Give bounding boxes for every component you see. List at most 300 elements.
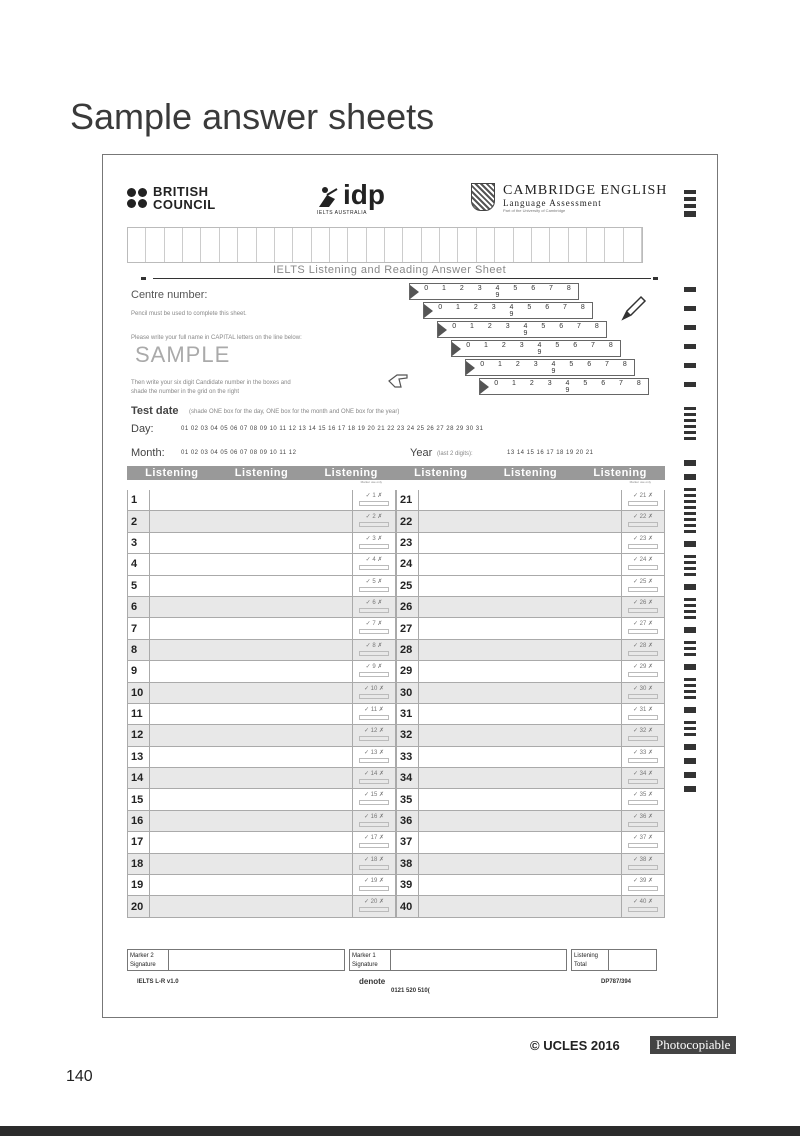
tick-icon: ✓	[632, 878, 638, 885]
marker2-signature-box[interactable]	[127, 949, 345, 971]
marker-question-number: 1	[372, 493, 376, 499]
marker-box[interactable]	[621, 554, 665, 574]
cross-icon: ✗	[379, 728, 385, 735]
answer-field[interactable]	[418, 511, 621, 531]
answer-row[interactable]	[127, 490, 396, 511]
candidate-digit-row-4[interactable]	[451, 340, 621, 357]
marker-question-number: 34	[639, 771, 647, 778]
marker-box[interactable]	[352, 875, 396, 895]
listening-header-label: Listening	[414, 467, 468, 479]
cross-icon: ✗	[379, 835, 385, 842]
marker-question-number: 4	[372, 557, 376, 564]
answer-field[interactable]	[418, 896, 621, 916]
page-number: 140	[66, 1068, 93, 1085]
tick-icon: ✓	[632, 685, 638, 692]
marker-checkbox[interactable]	[359, 651, 389, 656]
marker1-signature-box[interactable]	[349, 949, 567, 971]
year-note: (last 2 digits):	[437, 451, 473, 457]
candidate-digit-row-6[interactable]	[479, 378, 649, 395]
marker-checkbox[interactable]	[359, 907, 389, 912]
answer-row[interactable]	[396, 597, 665, 618]
marker-question-number: 39	[639, 878, 647, 885]
marker-box[interactable]	[621, 618, 665, 638]
tick-icon: ✓	[632, 578, 638, 585]
tick-icon: ✓	[365, 514, 371, 521]
pencil-note: Pencil must be used to complete this sheet.	[131, 311, 247, 317]
marker-box[interactable]	[621, 811, 665, 831]
answer-field[interactable]	[149, 554, 352, 574]
tick-icon: ✓	[632, 749, 638, 756]
answer-field[interactable]	[149, 533, 352, 553]
marker-checkbox[interactable]	[628, 501, 658, 506]
answer-field[interactable]	[418, 704, 621, 724]
cross-icon: ✗	[648, 557, 654, 564]
answer-field[interactable]	[149, 725, 352, 745]
answer-field[interactable]	[418, 875, 621, 895]
arrow-icon	[424, 304, 433, 318]
marker-question-number: 31	[639, 706, 647, 713]
idp-figure-icon	[317, 185, 341, 209]
answer-field[interactable]	[418, 768, 621, 788]
marker-box[interactable]	[352, 896, 396, 916]
marker-question-number: 22	[639, 514, 647, 521]
tick-icon: ✓	[632, 899, 638, 906]
tick-icon: ✓	[365, 557, 371, 564]
marker-checkbox[interactable]	[628, 587, 658, 592]
cross-icon: ✗	[378, 706, 384, 713]
tick-icon: ✓	[363, 835, 369, 842]
answer-field[interactable]	[149, 789, 352, 809]
answer-row[interactable]	[396, 747, 665, 768]
tick-icon: ✓	[364, 706, 370, 713]
marker-checkbox[interactable]	[628, 544, 658, 549]
answer-row[interactable]	[127, 768, 396, 789]
cross-icon: ✗	[648, 771, 654, 778]
answer-field[interactable]	[149, 704, 352, 724]
listening-header-label: Listening	[503, 467, 558, 479]
marker-checkbox[interactable]	[628, 694, 658, 699]
answer-row[interactable]	[127, 661, 396, 682]
answer-field[interactable]	[418, 640, 621, 660]
marker-box[interactable]	[352, 854, 396, 874]
marker-box[interactable]	[621, 896, 665, 916]
listening-header-label: Listening	[145, 467, 199, 479]
answer-row[interactable]	[127, 832, 396, 853]
marker-box[interactable]	[352, 811, 396, 831]
question-number: 38	[396, 854, 418, 874]
answer-field[interactable]	[149, 683, 352, 703]
marker-question-number: 33	[639, 749, 647, 756]
answer-row[interactable]	[396, 533, 665, 554]
marker-question-number: 37	[639, 835, 647, 842]
cross-icon: ✗	[379, 749, 385, 756]
cross-icon: ✗	[377, 642, 383, 649]
answer-field[interactable]	[149, 896, 352, 916]
marker-checkbox[interactable]	[628, 629, 658, 634]
marker-box[interactable]	[621, 490, 665, 510]
answer-row[interactable]	[127, 533, 396, 554]
answer-row[interactable]	[396, 576, 665, 597]
marker-checkbox[interactable]	[628, 779, 658, 784]
cross-icon: ✗	[377, 578, 383, 585]
answer-field[interactable]	[418, 854, 621, 874]
cross-icon: ✗	[648, 728, 654, 735]
digit-scale: 0 1 2 3 4 5 6 7 8 9	[424, 284, 577, 299]
tick-icon: ✓	[363, 685, 369, 692]
marker-box[interactable]	[621, 768, 665, 788]
answer-field[interactable]	[149, 640, 352, 660]
answer-row[interactable]	[127, 683, 396, 704]
answer-row[interactable]	[396, 490, 665, 511]
centre-number-label: Centre number:	[131, 289, 208, 301]
name-entry-grid[interactable]	[127, 227, 643, 263]
marker-question-number: 35	[639, 792, 647, 799]
answer-row[interactable]	[127, 789, 396, 810]
british-council-dots-icon	[127, 188, 147, 208]
question-number: 7	[127, 618, 149, 638]
marker-checkbox[interactable]	[628, 736, 658, 741]
marker-box[interactable]	[621, 533, 665, 553]
answer-row[interactable]	[396, 704, 665, 725]
answer-row[interactable]	[127, 554, 396, 575]
cambridge-line3: Part of the University of Cambridge	[503, 208, 566, 213]
answer-field[interactable]	[149, 490, 352, 510]
answer-field[interactable]	[149, 832, 352, 852]
answer-field[interactable]	[149, 618, 352, 638]
marker-checkbox[interactable]	[628, 758, 658, 763]
candidate-digit-row-5[interactable]	[465, 359, 635, 376]
question-number: 12	[127, 725, 149, 745]
marker-box[interactable]	[621, 832, 665, 852]
marker-checkbox[interactable]	[359, 629, 389, 634]
marker-box[interactable]	[621, 661, 665, 681]
tick-icon: ✓	[632, 493, 638, 499]
marker-question-number: 25	[639, 578, 647, 585]
candidate-instruction-1: Then write your six digit Candidate number in the boxes and	[131, 380, 291, 386]
answer-row[interactable]	[127, 640, 396, 661]
answer-row[interactable]	[127, 618, 396, 639]
answer-field[interactable]	[418, 832, 621, 852]
answer-field[interactable]	[149, 747, 352, 767]
answer-field[interactable]	[418, 597, 621, 617]
marker-box[interactable]	[621, 747, 665, 767]
question-number: 2	[127, 511, 149, 531]
listening-header-label: Listening	[234, 467, 289, 479]
marker-box[interactable]	[621, 511, 665, 531]
cross-icon: ✗	[648, 493, 654, 499]
question-number: 23	[396, 533, 418, 553]
tick-icon: ✓	[632, 813, 638, 820]
marker-box[interactable]	[352, 640, 396, 660]
cross-icon: ✗	[648, 792, 654, 799]
marker-checkbox[interactable]	[628, 608, 658, 613]
question-number: 20	[127, 896, 149, 916]
pointing-hand-icon	[387, 369, 409, 391]
marker-checkbox[interactable]	[628, 907, 658, 912]
answer-field[interactable]	[149, 768, 352, 788]
marker-question-number: 38	[639, 856, 647, 863]
marker-checkbox[interactable]	[628, 672, 658, 677]
marker-question-number: 15	[370, 792, 378, 799]
candidate-digit-row-2[interactable]	[423, 302, 593, 319]
marker-box[interactable]	[621, 597, 665, 617]
answer-field[interactable]	[418, 576, 621, 596]
answer-row[interactable]	[127, 704, 396, 725]
answer-row[interactable]	[396, 896, 665, 917]
marker-checkbox[interactable]	[359, 715, 389, 720]
answer-row[interactable]	[127, 576, 396, 597]
footer-code: DP787/394	[601, 979, 632, 985]
marker-question-number: 13	[370, 749, 378, 756]
marker-question-number: 40	[639, 899, 647, 906]
answer-row[interactable]	[396, 768, 665, 789]
marker-checkbox[interactable]	[628, 800, 658, 805]
marker-box[interactable]	[621, 640, 665, 660]
marker-box[interactable]	[352, 533, 396, 553]
marker-checkbox[interactable]	[359, 736, 389, 741]
marker-checkbox[interactable]	[359, 886, 389, 891]
marker-box[interactable]	[352, 704, 396, 724]
name-instruction: Please write your full name in CAPITAL letters on the line below:	[131, 335, 302, 341]
answer-row[interactable]	[396, 725, 665, 746]
answer-row[interactable]	[127, 725, 396, 746]
tick-icon: ✓	[365, 493, 371, 499]
tick-icon: ✓	[363, 771, 369, 778]
answer-field[interactable]	[149, 511, 352, 531]
marker-checkbox[interactable]	[628, 822, 658, 827]
marker-box[interactable]	[621, 875, 665, 895]
answer-row[interactable]	[127, 854, 396, 875]
marker-checkbox[interactable]	[628, 865, 658, 870]
answer-field[interactable]	[149, 661, 352, 681]
marker-box[interactable]	[352, 683, 396, 703]
marker-checkbox[interactable]	[359, 779, 389, 784]
tick-icon: ✓	[363, 813, 369, 820]
answer-row[interactable]	[396, 618, 665, 639]
marker-question-number: 36	[639, 813, 647, 820]
footer-phone: 0121 520 510(	[391, 988, 430, 994]
question-number: 27	[396, 618, 418, 638]
arrow-icon	[480, 380, 489, 394]
answer-row[interactable]	[396, 661, 665, 682]
answer-row[interactable]	[396, 640, 665, 661]
question-number: 24	[396, 554, 418, 574]
answer-field[interactable]	[149, 597, 352, 617]
marker-checkbox[interactable]	[628, 522, 658, 527]
answer-row[interactable]	[127, 896, 396, 917]
marker-box[interactable]	[352, 661, 396, 681]
footer-denote: denote	[359, 977, 386, 986]
answer-row[interactable]	[396, 854, 665, 875]
marker-box[interactable]	[352, 832, 396, 852]
marker-question-number: 5	[372, 578, 376, 585]
marker-box[interactable]	[352, 747, 396, 767]
marker-question-number: 14	[370, 771, 378, 778]
question-number: 31	[396, 704, 418, 724]
marker-checkbox[interactable]	[628, 886, 658, 891]
marker-box[interactable]	[621, 704, 665, 724]
tick-icon: ✓	[632, 664, 638, 671]
marker-box[interactable]	[621, 576, 665, 596]
answer-field[interactable]	[149, 811, 352, 831]
marker-box[interactable]	[352, 789, 396, 809]
answer-row[interactable]	[127, 597, 396, 618]
cross-icon: ✗	[379, 899, 385, 906]
marker2-label: Marker 2 Signature	[128, 950, 169, 970]
cross-icon: ✗	[648, 706, 654, 713]
question-number: 6	[127, 597, 149, 617]
test-date-label: Test date	[131, 405, 179, 417]
digit-scale: 0 1 2 3 4 5 6 7 8 9	[466, 341, 619, 356]
answer-row[interactable]	[127, 747, 396, 768]
question-number: 5	[127, 576, 149, 596]
answer-row[interactable]	[396, 811, 665, 832]
answer-field[interactable]	[418, 661, 621, 681]
registration-mark	[653, 277, 658, 280]
marker-checkbox[interactable]	[628, 651, 658, 656]
british-council-logo	[127, 185, 216, 211]
question-number: 32	[396, 725, 418, 745]
arrow-icon	[452, 342, 461, 356]
marker-question-number: 7	[372, 621, 376, 628]
month-options[interactable]: 01 02 03 04 05 06 07 08 09 10 11 12	[181, 450, 297, 456]
copyright: © UCLES 2016	[530, 1038, 620, 1053]
question-number: 39	[396, 875, 418, 895]
answer-row[interactable]	[127, 811, 396, 832]
answer-field[interactable]	[418, 533, 621, 553]
idp-wordmark: idp	[343, 179, 385, 210]
answer-field[interactable]	[418, 747, 621, 767]
marker-checkbox[interactable]	[359, 800, 389, 805]
cross-icon: ✗	[377, 514, 383, 521]
marker-box[interactable]	[352, 725, 396, 745]
answer-row[interactable]	[396, 832, 665, 853]
marker-box[interactable]	[621, 854, 665, 874]
marker-question-number: 27	[639, 621, 647, 628]
answer-field[interactable]	[418, 811, 621, 831]
marker-use-label: Marker use only	[629, 480, 651, 484]
tick-icon: ✓	[363, 899, 369, 906]
answer-field[interactable]	[418, 618, 621, 638]
marker-box[interactable]	[352, 597, 396, 617]
answer-row[interactable]	[396, 511, 665, 532]
marker-box[interactable]	[352, 554, 396, 574]
tick-icon: ✓	[632, 557, 638, 564]
question-number: 4	[127, 554, 149, 574]
marker-checkbox[interactable]	[628, 565, 658, 570]
answer-row[interactable]	[396, 789, 665, 810]
question-number: 40	[396, 896, 418, 916]
answer-row[interactable]	[127, 875, 396, 896]
marker-checkbox[interactable]	[359, 843, 389, 848]
answer-field[interactable]	[418, 789, 621, 809]
tick-icon: ✓	[632, 835, 638, 842]
marker-checkbox[interactable]	[359, 822, 389, 827]
tick-icon: ✓	[632, 706, 638, 713]
answer-field[interactable]	[418, 554, 621, 574]
marker-question-number: 30	[639, 685, 647, 692]
cross-icon: ✗	[648, 514, 654, 521]
registration-mark	[141, 277, 146, 280]
candidate-digit-row-1[interactable]	[409, 283, 579, 300]
answer-row[interactable]	[396, 683, 665, 704]
cambridge-english-logo	[471, 183, 667, 213]
marker-box[interactable]	[352, 490, 396, 510]
marker-checkbox[interactable]	[359, 694, 389, 699]
digit-scale: 0 1 2 3 4 5 6 7 8 9	[438, 303, 591, 318]
marker-checkbox[interactable]	[359, 608, 389, 613]
answer-field[interactable]	[149, 875, 352, 895]
listening-header-label: Listening	[593, 467, 647, 479]
question-number: 16	[127, 811, 149, 831]
british-council-line1: BRITISH	[153, 184, 209, 199]
cross-icon: ✗	[648, 835, 654, 842]
marker-box[interactable]	[352, 768, 396, 788]
idp-subtitle: IELTS AUSTRALIA	[317, 210, 367, 216]
tick-icon: ✓	[632, 514, 638, 521]
answer-row[interactable]	[127, 511, 396, 532]
answers-column-left	[127, 480, 396, 918]
question-number: 14	[127, 768, 149, 788]
cross-icon: ✗	[379, 856, 385, 863]
candidate-digit-row-3[interactable]	[437, 321, 607, 338]
day-options[interactable]: 01 02 03 04 05 06 07 08 09 10 11 12 13 14 15 16 17 18 19 20 21 22 23 24 25 26 27 28 29 30 31	[181, 426, 484, 432]
marker-question-number: 9	[372, 664, 376, 671]
cross-icon: ✗	[648, 685, 654, 692]
marker-checkbox[interactable]	[359, 672, 389, 677]
marker-box[interactable]	[621, 725, 665, 745]
arrow-icon	[438, 323, 447, 337]
answer-field[interactable]	[418, 490, 621, 510]
marker-box[interactable]	[352, 511, 396, 531]
digit-scale: 0 1 2 3 4 5 6 7 8 9	[494, 379, 647, 394]
marker-question-number: 8	[372, 642, 376, 649]
marker-checkbox[interactable]	[359, 522, 389, 527]
marker-question-number: 17	[370, 835, 378, 842]
marker-question-number: 11	[370, 706, 378, 713]
marker-box[interactable]	[621, 789, 665, 809]
tick-icon: ✓	[365, 664, 371, 671]
marker-box[interactable]	[621, 683, 665, 703]
question-number: 1	[127, 490, 149, 510]
year-options[interactable]: 13 14 15 16 17 18 19 20 21	[507, 450, 594, 456]
marker-checkbox[interactable]	[359, 865, 389, 870]
marker-checkbox[interactable]	[628, 843, 658, 848]
cross-icon: ✗	[377, 535, 383, 542]
listening-total-box[interactable]	[571, 949, 657, 971]
tick-icon: ✓	[363, 792, 369, 799]
answer-field[interactable]	[418, 725, 621, 745]
answer-field[interactable]	[418, 683, 621, 703]
marker-checkbox[interactable]	[359, 501, 389, 506]
cross-icon: ✗	[379, 878, 385, 885]
marker-checkbox[interactable]	[628, 715, 658, 720]
question-number: 26	[396, 597, 418, 617]
cross-icon: ✗	[377, 557, 383, 564]
marker-checkbox[interactable]	[359, 758, 389, 763]
marker-box[interactable]	[352, 618, 396, 638]
answer-row[interactable]	[396, 554, 665, 575]
bottom-edge	[0, 1126, 800, 1136]
marker-checkbox[interactable]	[359, 565, 389, 570]
answer-field[interactable]	[149, 576, 352, 596]
marker-checkbox[interactable]	[359, 544, 389, 549]
answer-field[interactable]	[149, 854, 352, 874]
marker-checkbox[interactable]	[359, 587, 389, 592]
answer-row[interactable]	[396, 875, 665, 896]
pencil-icon	[619, 293, 649, 323]
marker-box[interactable]	[352, 576, 396, 596]
